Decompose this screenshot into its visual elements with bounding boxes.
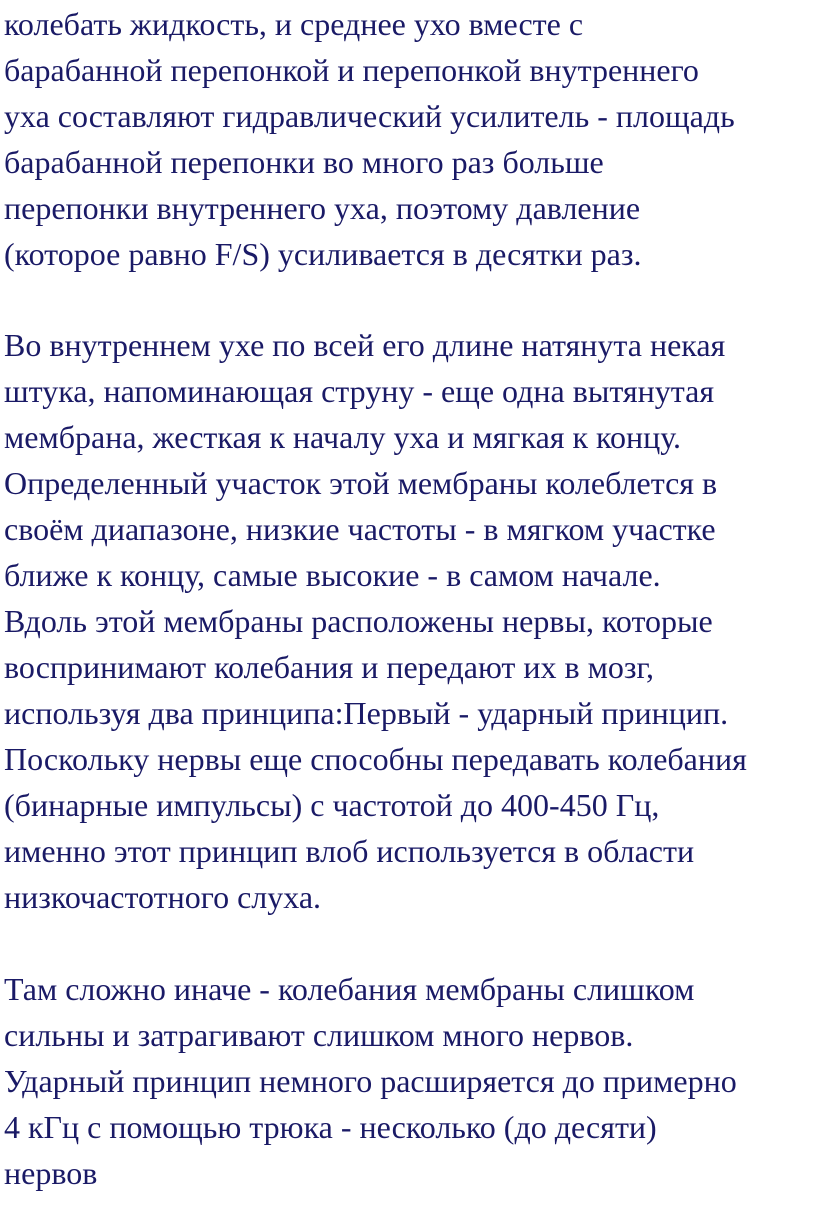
- text-line: Во внутреннем ухе по всей его длине натянута некая: [4, 327, 726, 363]
- paragraph-1: [4, 1, 735, 277]
- text-line: Ударный принцип немного расширяется до примерно: [4, 1063, 737, 1099]
- text-line: перепонки внутреннего уха, поэтому давление: [4, 190, 641, 226]
- text-line: нервов: [4, 1155, 98, 1191]
- paragraph-2: [4, 322, 747, 920]
- text-line: 4 кГц с помощью трюка - несколько (до десяти): [4, 1109, 657, 1145]
- text-line: Там сложно иначе - колебания мембраны слишком: [4, 971, 695, 1007]
- text-line: (бинарные импульсы) с частотой до 400-450 Гц,: [4, 787, 660, 823]
- paragraph-3: [4, 966, 737, 1196]
- text-line: именно этот принцип влоб используется в области: [4, 833, 695, 869]
- text-line: барабанной перепонки во много раз больше: [4, 144, 604, 180]
- text-line: используя два принципа:Первый - ударный принцип.: [4, 695, 729, 731]
- text-line: штука, напоминающая струну - еще одна вытянутая: [4, 373, 715, 409]
- text-line: (которое равно F/S) усиливается в десятки раз.: [4, 236, 642, 272]
- text-line: ближе к концу, самые высокие - в самом начале.: [4, 557, 661, 593]
- text-line: воспринимают колебания и передают их в мозг,: [4, 649, 655, 685]
- text-line: Вдоль этой мембраны расположены нервы, которые: [4, 603, 713, 639]
- text-line: своём диапазоне, низкие частоты - в мягком участке: [4, 511, 716, 547]
- text-line: барабанной перепонкой и перепонкой внутреннего: [4, 52, 699, 88]
- text-line: уха составляют гидравлический усилитель - площадь: [4, 98, 735, 134]
- text-line: Поскольку нервы еще способны передавать колебания: [4, 741, 747, 777]
- text-line: сильны и затрагивают слишком много нервов.: [4, 1017, 634, 1053]
- text-line: Определенный участок этой мембраны колеблется в: [4, 465, 718, 501]
- text-line: мембрана, жесткая к началу уха и мягкая к концу.: [4, 419, 682, 455]
- text-line: колебать жидкость, и среднее ухо вместе с: [4, 6, 584, 42]
- text-line: низкочастотного слуха.: [4, 879, 322, 915]
